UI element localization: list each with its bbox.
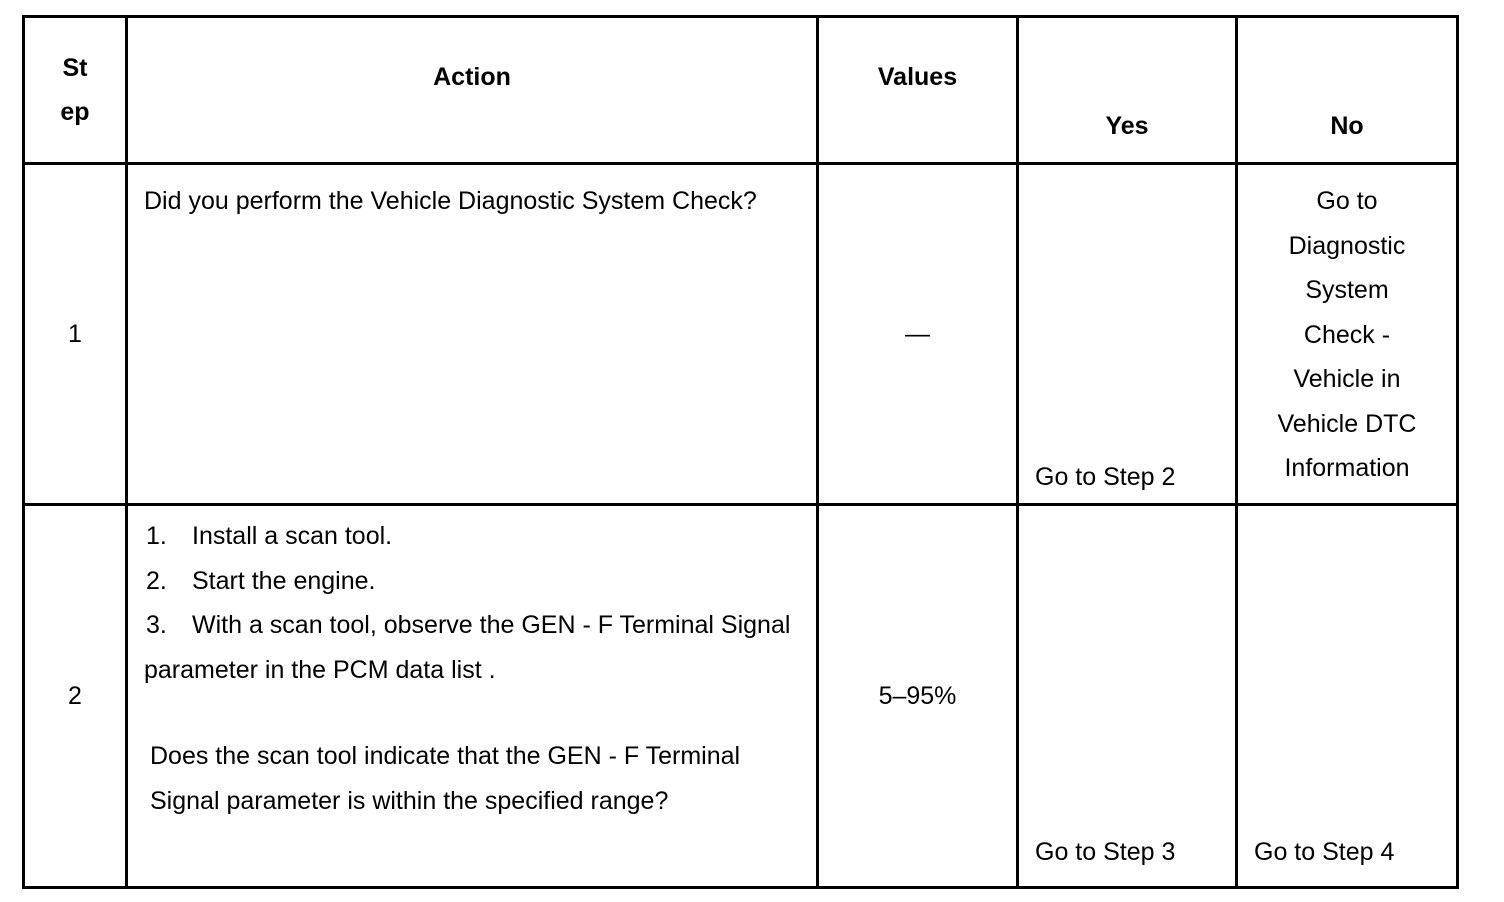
action-step-text: Start the engine. — [192, 566, 376, 595]
header-action: Action — [127, 17, 818, 164]
values-cell: 5–95% — [818, 505, 1018, 888]
action-text: Did you perform the Vehicle Diagnostic System Check? — [144, 187, 757, 215]
action-step — [144, 603, 800, 692]
no-line: Diagnostic — [1288, 231, 1406, 260]
action-step-number: 1. — [146, 522, 167, 550]
action-cell — [127, 505, 818, 888]
no-line: Vehicle in — [1293, 365, 1401, 393]
action-step-number: 2. — [146, 566, 167, 595]
no-line: Check - — [1303, 320, 1391, 349]
no-line: Information — [1284, 454, 1410, 482]
no-cell: Go to Step 4 — [1237, 505, 1458, 888]
header-values: Values — [818, 17, 1018, 164]
values-cell: — — [818, 164, 1018, 505]
header-yes: Yes — [1018, 17, 1237, 164]
yes-cell: Go to Step 2 — [1018, 164, 1237, 505]
step-number: 2 — [24, 505, 127, 888]
no-line: System — [1305, 276, 1389, 304]
action-step — [144, 514, 800, 559]
diagnostic-table — [22, 15, 1459, 889]
table-row — [24, 164, 1458, 505]
no-line: Vehicle DTC — [1277, 409, 1417, 438]
action-step-number: 3. — [146, 611, 167, 639]
action-step-list — [144, 514, 800, 692]
action-step-text: With a scan tool, observe the GEN - F Terminal Signal parameter in the PCM data list . — [144, 611, 791, 684]
header-step-line2: ep — [60, 98, 90, 126]
yes-cell: Go to Step 3 — [1018, 505, 1237, 888]
action-question: Does the scan tool indicate that the GEN - F Terminal Signal parameter is within the specified range? — [150, 742, 741, 815]
header-step-line1: St — [62, 53, 88, 82]
step-number: 1 — [24, 164, 127, 505]
action-cell — [127, 164, 818, 505]
table-row — [24, 505, 1458, 888]
no-line: Go to — [1316, 187, 1378, 215]
no-cell — [1237, 164, 1458, 505]
action-step-text: Install a scan tool. — [192, 522, 393, 550]
action-step — [144, 559, 800, 604]
header-row — [24, 17, 1458, 164]
header-no: No — [1237, 17, 1458, 164]
header-step — [24, 17, 127, 164]
